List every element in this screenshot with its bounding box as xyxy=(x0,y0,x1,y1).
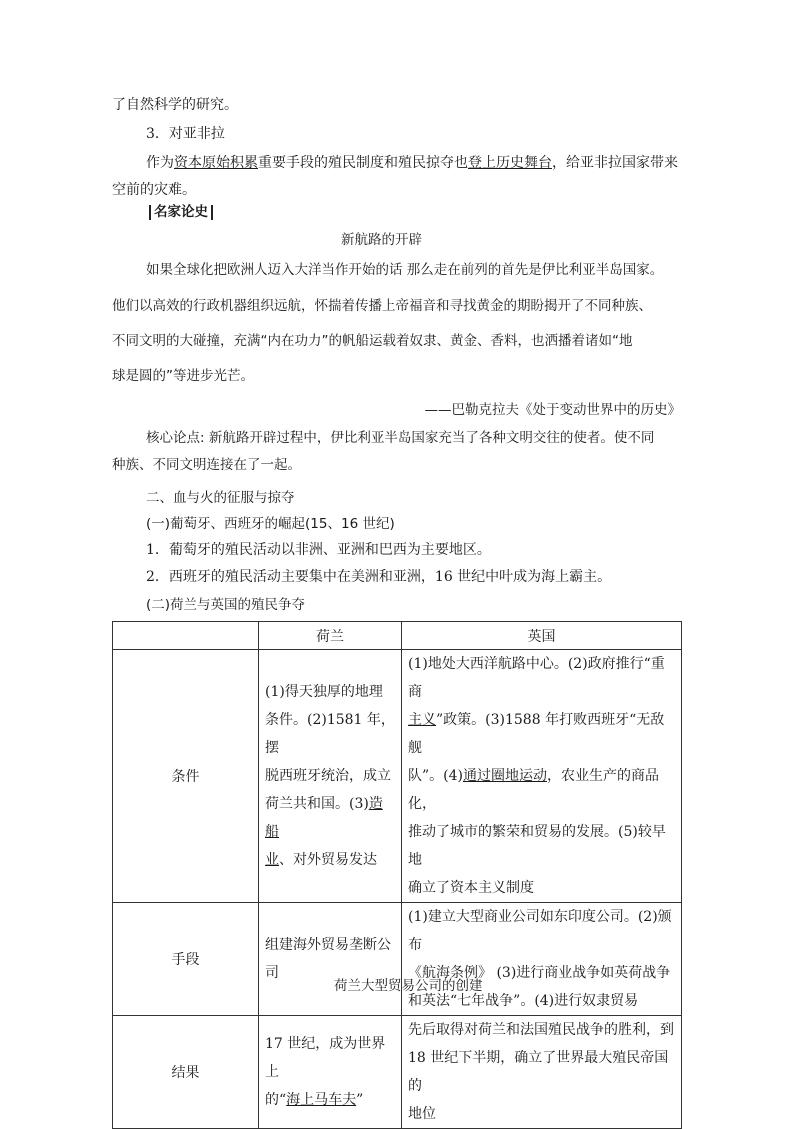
table-header: 英国 xyxy=(402,622,682,650)
table-cell: (1)得天独厚的地理 条件。(2)1581 年，摆 脱西班牙统治，成立 荷兰共和国。(3)造船 业、对外贸易发达 xyxy=(259,650,402,903)
table-row xyxy=(113,903,682,1016)
row-label: 手段 xyxy=(113,903,259,1016)
essay-line: 如果全球化把欧洲人迈入大洋当作开始的话 那么走在前列的首先是伊比利亚半岛国家。 xyxy=(146,262,664,278)
section-title: 荷兰大型贸易公司的创建 xyxy=(334,978,483,994)
table-cell: 先后取得对荷兰和法国殖民战争的胜利，到 18 世纪下半期，确立了世界最大殖民帝国的 地位 xyxy=(402,1016,682,1129)
row-label: 条件 xyxy=(113,650,259,903)
text-line: 了自然科学的研究。 xyxy=(112,97,238,113)
table-cell: 17 世纪，成为世界上 的“海上马车夫” xyxy=(259,1016,402,1129)
table-row xyxy=(113,1016,682,1129)
core-argument: 核心论点: 新航路开辟过程中，伊比利亚半岛国家充当了各种文明交往的使者。使不同 xyxy=(146,430,655,446)
list-item: 1．葡萄牙的殖民活动以非洲、亚洲和巴西为主要地区。 xyxy=(146,542,491,558)
paragraph-line: 空前的灾难。 xyxy=(112,182,196,198)
subsection-heading: (一)葡萄牙、西班牙的崛起(15、16 世纪) xyxy=(146,516,395,532)
core-argument: 种族、不同文明连接在了一起。 xyxy=(112,457,301,473)
subheading: 3．对亚非拉 xyxy=(146,126,225,142)
essay-source: ——巴勒克拉夫《处于变动世界中的历史》 xyxy=(424,402,681,418)
table-header: 荷兰 xyxy=(259,622,402,650)
table-header-row xyxy=(113,622,682,650)
essay-title: 新航路的开辟 xyxy=(341,232,422,248)
subsection-heading: (二)荷兰与英国的殖民争夺 xyxy=(146,597,306,613)
row-label: 结果 xyxy=(113,1016,259,1129)
table-row xyxy=(113,650,682,903)
essay-line: 他们以高效的行政机器组织远航，怀揣着传播上帝福音和寻找黄金的期盼揭开了不同种族、 xyxy=(112,298,652,314)
table-header xyxy=(113,622,259,650)
essay-line: 球是圆的”等进步光芒。 xyxy=(112,368,254,384)
list-item: 2．西班牙的殖民活动主要集中在美洲和亚洲，16 世纪中叶成为海上霸主。 xyxy=(146,569,612,585)
section-heading: 二、血与火的征服与掠夺 xyxy=(146,490,295,506)
essay-line: 不同文明的大碰撞，充满“内在功力”的帆船运载着奴隶、黄金、香料，也洒播着诸如“地 xyxy=(112,333,633,349)
comparison-table xyxy=(112,621,682,1129)
table-cell: (1)建立大型商业公司如东印度公司。(2)颁布 《航海条例》 (3)进行商业战争如英荷战争 和英法“七年战争”。(4)进行奴隶贸易 xyxy=(402,903,682,1016)
table-cell: (1)地处大西洋航路中心。(2)政府推行“重商 主义”政策。(3)1588 年打败西班牙“无敌舰 队”。(4)通过圈地运动，农业生产的商品化， 推动了城市的繁荣和贸易的发展。(5)较早地 确立了资本主义制度 xyxy=(402,650,682,903)
section-tag: 名家论史 xyxy=(146,203,216,221)
table-cell: 组建海外贸易垄断公 司 xyxy=(259,903,402,1016)
paragraph-line: 作为资本原始积累重要手段的殖民制度和殖民掠夺也登上历史舞台，给亚非拉国家带来 xyxy=(146,155,678,171)
